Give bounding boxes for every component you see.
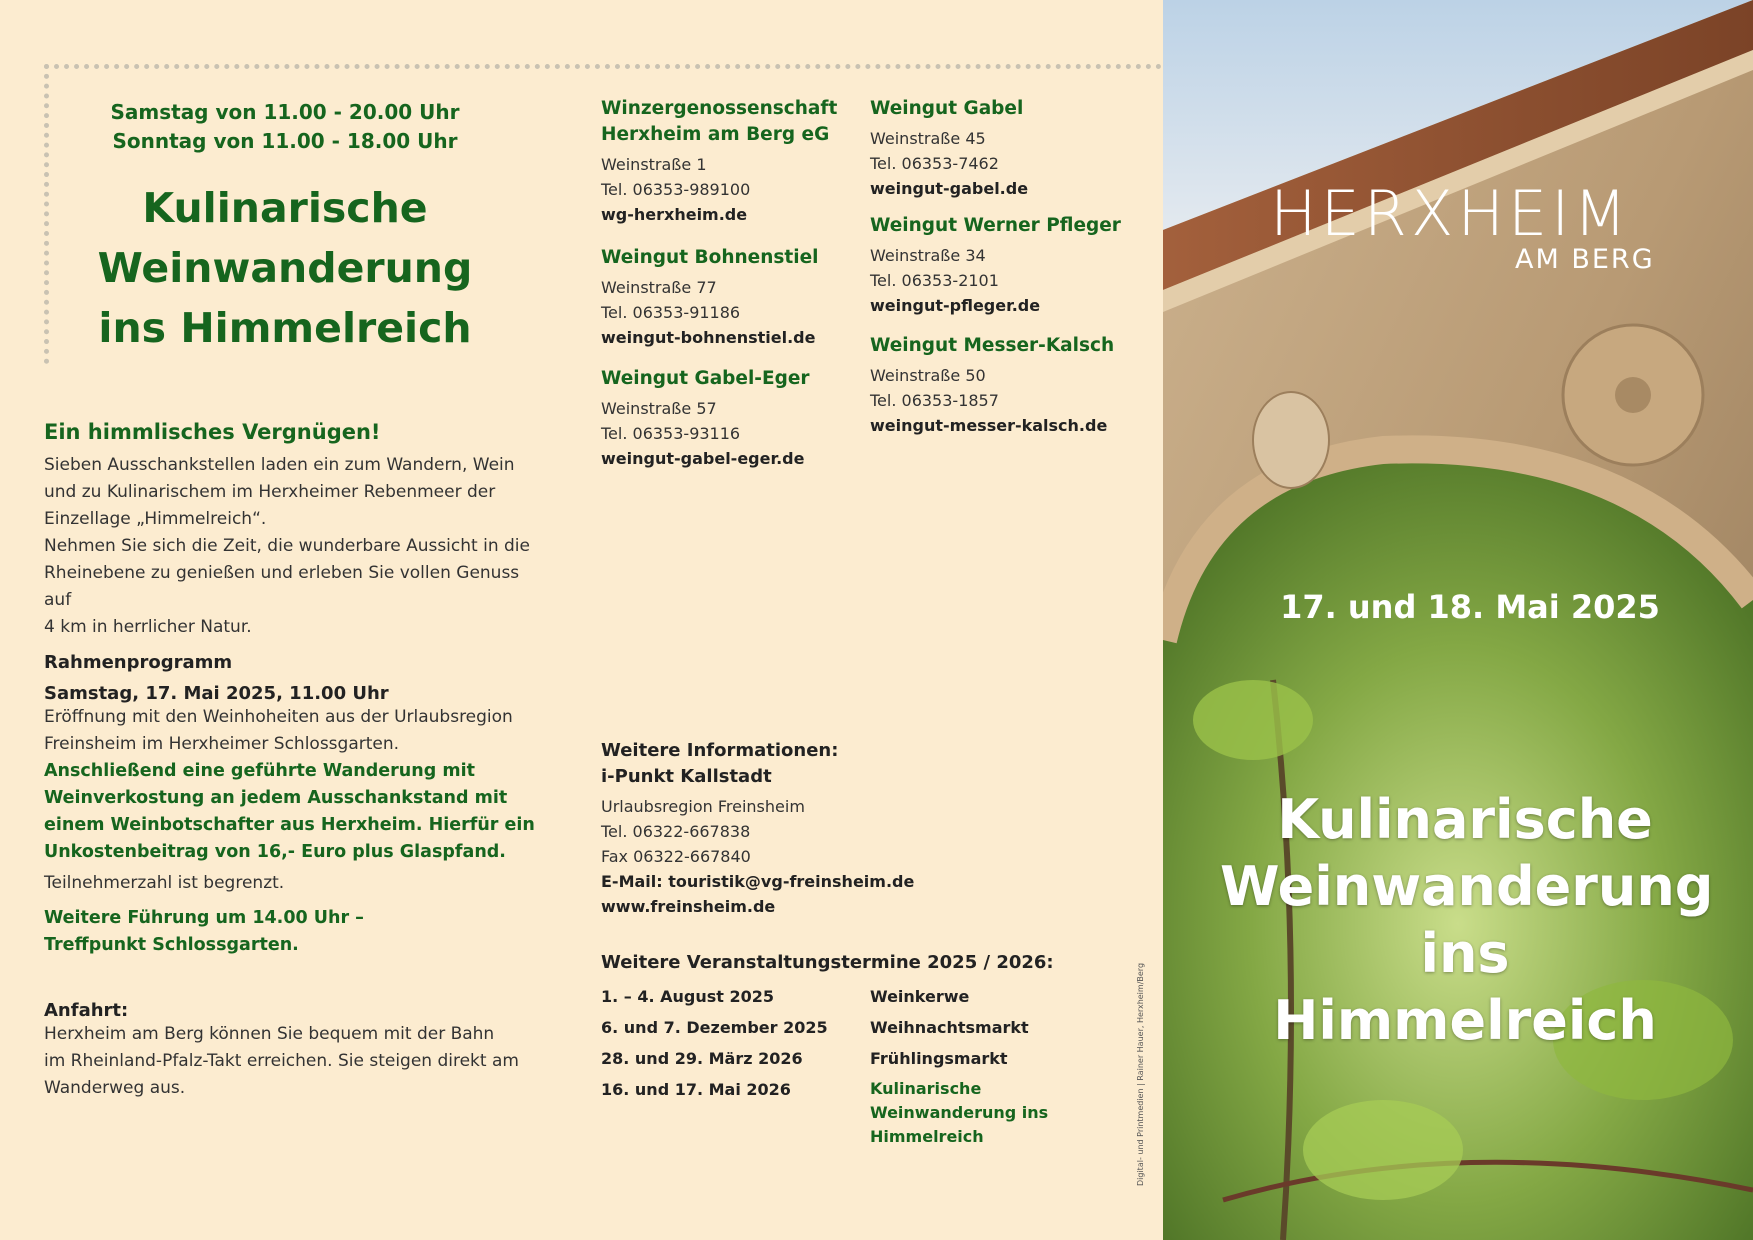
event-date: 1. – 4. August 2025 (601, 987, 775, 1006)
vine-leaf (1193, 680, 1313, 760)
winery-phone: Tel. 06353-7462 (870, 154, 999, 173)
winery-name: Weingut Werner Pfleger (870, 215, 1121, 236)
anfahrt-heading: Anfahrt: (44, 1000, 129, 1021)
info-heading (601, 738, 1021, 790)
info-heading-line: i-Punkt Kallstadt (601, 766, 772, 787)
herxheim-logo-sub: AM BERG (1515, 244, 1655, 275)
dotted-border-top (44, 64, 1162, 69)
winery-website[interactable]: weingut-gabel.de (870, 179, 1029, 198)
event-date: 6. und 7. Dezember 2025 (601, 1018, 828, 1037)
winery-name-line: Herxheim am Berg eG (601, 124, 830, 145)
tour-line: Anschließend eine geführte Wanderung mit (44, 761, 475, 781)
programm-section (44, 652, 564, 959)
intro-line: und zu Kulinarischem im Herxheimer Rebenmeer der (44, 482, 496, 502)
winery-street: Weinstraße 1 (601, 155, 707, 174)
info-website[interactable]: www.freinsheim.de (601, 897, 776, 916)
winery-website[interactable]: weingut-bohnenstiel.de (601, 328, 816, 347)
info-phone: Tel. 06322-667838 (601, 822, 751, 841)
vine-leaf (1303, 1100, 1463, 1200)
winery-pfleger (870, 213, 1150, 318)
info-heading-line: Weitere Informationen: (601, 740, 839, 761)
anfahrt-section (44, 1000, 564, 1102)
winery-phone: Tel. 06353-2101 (870, 271, 999, 290)
hours-sunday: Sonntag von 11.00 - 18.00 Uhr (112, 129, 458, 153)
programm-date: Samstag, 17. Mai 2025, 11.00 Uhr (44, 683, 389, 704)
event-name: Weihnachtsmarkt (870, 1018, 1029, 1037)
title-line: ins Himmelreich (98, 304, 472, 352)
herxheim-logo: HERXHEIM (1270, 177, 1631, 250)
intro-line: 4 km in herrlicher Natur. (44, 617, 252, 637)
winery-name (601, 96, 861, 148)
event-name: Kulinarische Weinwanderung ins Himmelreich (870, 1079, 1049, 1146)
intro-line: Sieben Ausschankstellen laden ein zum Wandern, Wein (44, 455, 515, 475)
winery-street: Weinstraße 34 (870, 246, 986, 265)
winery-name: Weingut Bohnenstiel (601, 247, 819, 268)
info-org: Urlaubsregion Freinsheim (601, 797, 805, 816)
opening-hours (60, 98, 510, 156)
winery-name: Weingut Gabel (870, 98, 1024, 119)
title-line: Kulinarische (142, 184, 428, 232)
winery-street: Weinstraße 77 (601, 278, 717, 297)
guided-tour-text (44, 758, 564, 866)
winery-name: Weingut Gabel-Eger (601, 368, 810, 389)
second-tour (44, 905, 564, 959)
rosette-center (1615, 377, 1651, 413)
info-email[interactable]: E-Mail: touristik@vg-freinsheim.de (601, 872, 915, 891)
events-list (601, 981, 1121, 1149)
photo-credit: Digital- und Printmedien | Rainer Hauer, Herxheim/Berg (1136, 962, 1145, 1186)
anfahrt-line: im Rheinland-Pfalz-Takt erreichen. Sie steigen direkt am (44, 1051, 519, 1071)
title-line: Weinwanderung (97, 244, 473, 292)
intro-line: Einzellage „Himmelreich“. (44, 509, 267, 529)
winery-website[interactable]: weingut-messer-kalsch.de (870, 416, 1108, 435)
anfahrt-line: Wanderweg aus. (44, 1078, 186, 1098)
info-section (601, 738, 1021, 919)
events-heading: Weitere Veranstaltungstermine 2025 / 2026: (601, 952, 1054, 973)
winery-phone: Tel. 06353-93116 (601, 424, 741, 443)
winery-phone: Tel. 06353-91186 (601, 303, 741, 322)
events-section (601, 952, 1121, 1149)
winery-gabel-eger (601, 366, 861, 471)
second-tour-line: Weitere Führung um 14.00 Uhr – (44, 908, 364, 928)
event-date: 28. und 29. März 2026 (601, 1049, 803, 1068)
event-row (601, 981, 1121, 1012)
tour-line: Weinverkostung an jedem Ausschankstand mit (44, 788, 508, 808)
winery-street: Weinstraße 57 (601, 399, 717, 418)
second-tour-line: Treffpunkt Schlossgarten. (44, 935, 299, 955)
programm-heading: Rahmenprogramm (44, 652, 233, 673)
programm-line: Freinsheim im Herxheimer Schlossgarten. (44, 734, 400, 754)
programm-line: Eröffnung mit den Weinhoheiten aus der Urlaubsregion (44, 707, 513, 727)
winery-street: Weinstraße 45 (870, 129, 986, 148)
info-fax: Fax 06322-667840 (601, 847, 751, 866)
dotted-border-left (44, 64, 49, 364)
event-name: Frühlingsmarkt (870, 1049, 1008, 1068)
intro-section (44, 420, 544, 641)
cover-title-line: ins Himmelreich (1273, 922, 1657, 1052)
winery-bohnenstiel (601, 245, 861, 350)
winery-website[interactable]: wg-herxheim.de (601, 205, 748, 224)
event-name: Weinkerwe (870, 987, 970, 1006)
cover-date: 17. und 18. Mai 2025 (1280, 588, 1660, 626)
participant-limit: Teilnehmerzahl ist begrenzt. (44, 873, 285, 893)
event-date: 16. und 17. Mai 2026 (601, 1080, 791, 1099)
winery-name: Weingut Messer-Kalsch (870, 335, 1115, 356)
event-row (601, 1074, 1121, 1149)
tour-line: einem Weinbotschafter aus Herxheim. Hierfür ein (44, 815, 535, 835)
winery-phone: Tel. 06353-989100 (601, 180, 751, 199)
event-row (601, 1043, 1121, 1074)
winery-gabel (870, 96, 1150, 201)
event-title (60, 178, 510, 358)
winery-messer-kalsch (870, 333, 1150, 438)
winery-street: Weinstraße 50 (870, 366, 986, 385)
tour-line: Unkostenbeitrag von 16,- Euro plus Glaspfand. (44, 842, 506, 862)
winery-phone: Tel. 06353-1857 (870, 391, 999, 410)
intro-heading: Ein himmlisches Vergnügen! (44, 420, 381, 444)
intro-text (44, 452, 544, 641)
intro-line: Nehmen Sie sich die Zeit, die wunderbare Aussicht in die (44, 536, 530, 556)
anfahrt-line: Herxheim am Berg können Sie bequem mit der Bahn (44, 1024, 495, 1044)
anfahrt-text (44, 1021, 564, 1102)
winery-website[interactable]: weingut-pfleger.de (870, 296, 1041, 315)
winery-website[interactable]: weingut-gabel-eger.de (601, 449, 805, 468)
intro-line: Rheinebene zu genießen und erleben Sie vollen Genuss auf (44, 563, 520, 610)
cover-title (1220, 786, 1714, 1054)
cover-title-line: Weinwanderung (1220, 855, 1714, 918)
event-row (601, 1012, 1121, 1043)
keystone-face (1253, 392, 1329, 488)
winery-name-line: Winzergenossenschaft (601, 98, 838, 119)
hours-saturday: Samstag von 11.00 - 20.00 Uhr (110, 100, 460, 124)
cover-title-line: Kulinarische (1277, 788, 1653, 851)
winery-wg-herxheim (601, 96, 861, 227)
programm-text (44, 704, 564, 758)
